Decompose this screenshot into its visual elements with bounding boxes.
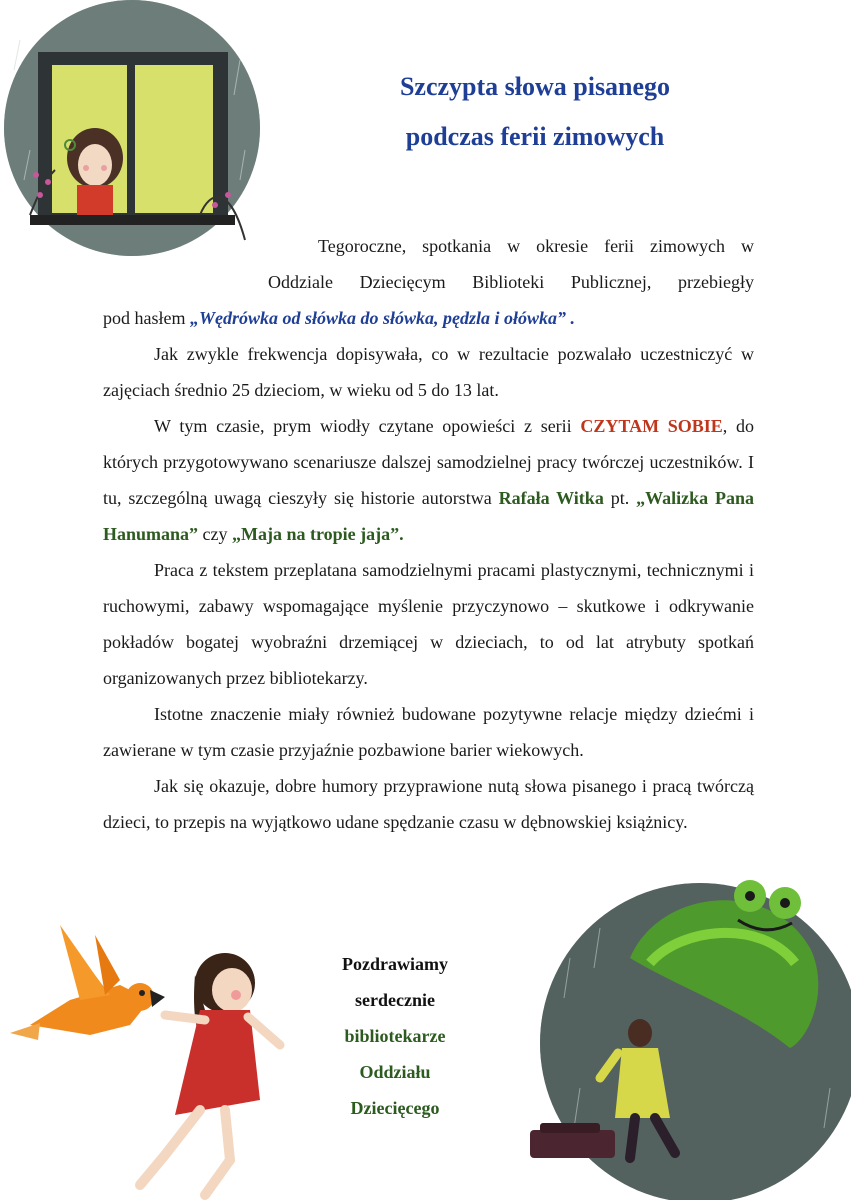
event-slogan: „Wędrówka od słówka do słówka, pędzla i ołówka” . [190,308,576,328]
author-name: Rafała Witka [498,488,604,508]
greeting-line5: Dziecięcego [350,1098,440,1118]
attendance-paragraph: Jak zwykle frekwencja dopisywała, co w rezultacie pozwalało uczestniczyć w zajęciach średnio 25 dzieciom, w wieku od 5 do 13 lat. [103,344,754,400]
frog-umbrella-illustration [510,868,851,1200]
series-name: CZYTAM SOBIE [580,416,723,436]
intro-line3 [103,300,754,336]
book-title-2: „Maja na tropie jaja”. [232,524,404,544]
girl-at-window-illustration [0,0,260,265]
book-title-1: „Walizka Pana Hanumana” [103,488,755,544]
summary-paragraph: Jak się okazuje, dobre humory przyprawione nutą słowa pisanego i pracą twórczą dzieci, to przepis na wyjątkowo udane spędzanie czasu w dębnowskiej książnicy. [103,776,754,832]
greeting-line1: Pozdrawiamy [342,954,448,974]
activities-paragraph: Praca z tekstem przeplatana samodzielnymi pracami plastycznymi, technicznymi i ruchowymi, zabawy wspomagające myślenie przyczynowo – skutkowe i odkrywanie pokładów bogatej wyobraźni drzemiącej w dzieciach, to od lat atrybuty spotkań organizowanych przez bibliotekarzy. [103,560,754,688]
greeting-line2: serdecznie [355,990,435,1010]
intro-prefix: pod hasłem [103,308,190,328]
parrot-icon [10,925,165,1040]
greeting-line4: Oddziału [359,1062,431,1082]
intro-line2: Oddziale Dziecięcym Biblioteki Publicznej, przebiegły [268,272,754,292]
series-paragraph [103,408,754,552]
parrot-and-girl-illustration [0,905,300,1200]
suitcase [530,1130,615,1158]
relations-paragraph: Istotne znaczenie miały również budowane pozytywne relacje między dziećmi i zawierane w tym czasie przyjaźnie pozbawione barier wiekowych. [103,704,754,760]
running-girl [140,953,280,1195]
intro-line1: Tegoroczne, spotkania w okresie ferii zimowych w [318,236,754,256]
page-title-line1: Szczypta słowa pisanego [399,72,671,101]
series-text-3: pt. [603,488,637,508]
series-text-1: W tym czasie, prym wiodły czytane opowieści z serii [154,416,581,436]
greeting-line3: bibliotekarze [344,1026,446,1046]
page-title-line2: podczas ferii zimowych [405,122,665,151]
series-text-4: czy [198,524,233,544]
series-text-2: , do których przygotowywano scenariusze dalszej samodzielnej pracy twórczej uczestników. I tu, szczególną uwagą cieszyły się historie autorstwa [103,416,755,508]
